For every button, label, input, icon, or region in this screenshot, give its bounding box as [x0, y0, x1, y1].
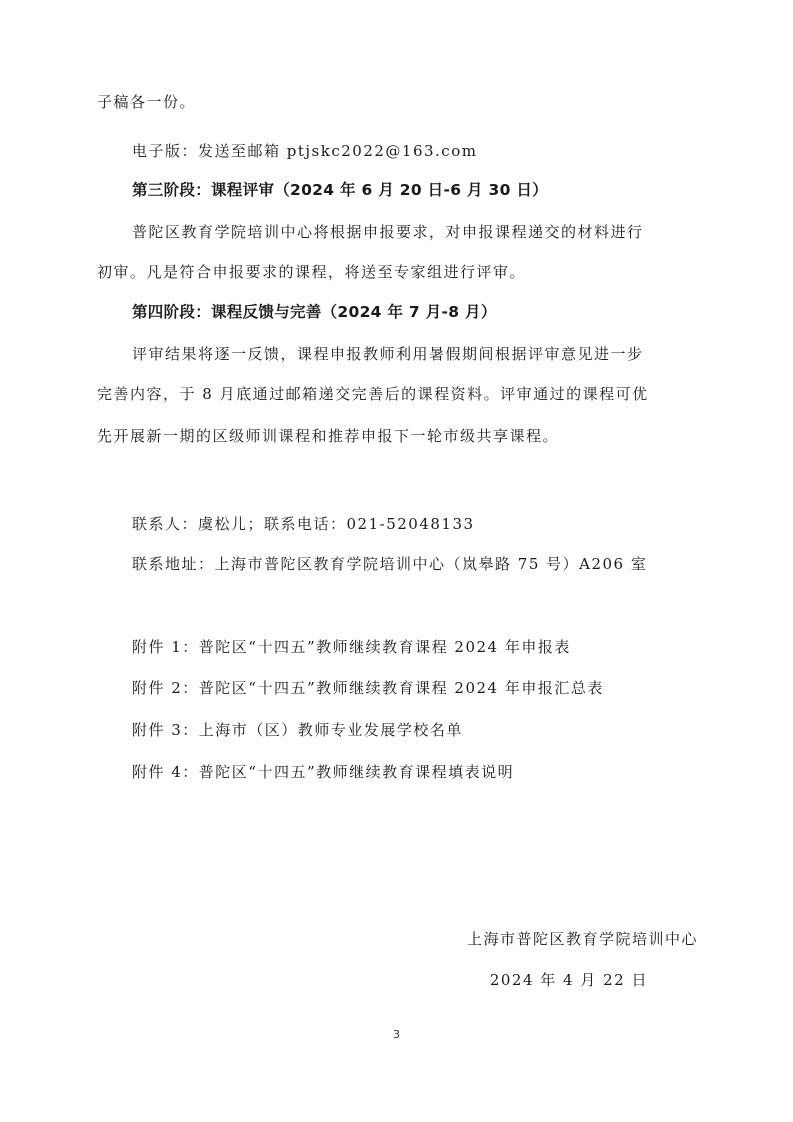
page-number: 3: [393, 1028, 400, 1041]
stage4-paragraph-line: 先开展新一期的区级师训课程和推荐申报下一轮市级共享课程。: [97, 427, 560, 445]
stage3-paragraph-line: 初审。凡是符合申报要求的课程，将送至专家组进行评审。: [97, 263, 527, 281]
attachment-item: 附件 2：普陀区“十四五”教师继续教育课程 2024 年申报汇总表: [132, 679, 604, 697]
attachment-item: 附件 4：普陀区“十四五”教师继续教育课程填表说明: [132, 763, 515, 781]
electronic-submission-line: 电子版：发送至邮箱 ptjskc2022@163.com: [132, 142, 478, 160]
attachment-item: 附件 1：普陀区“十四五”教师继续教育课程 2024 年申报表: [132, 638, 571, 656]
stage4-paragraph-line: 评审结果将逐一反馈，课程申报教师利用暑假期间根据评审意见进一步: [132, 345, 644, 363]
stage3-heading: 第三阶段：课程评审（2024 年 6 月 20 日-6 月 30 日）: [132, 181, 548, 199]
contact-address: 联系地址：上海市普陀区教育学院培训中心（岚皋路 75 号）A206 室: [132, 555, 648, 573]
stage4-heading: 第四阶段：课程反馈与完善（2024 年 7 月-8 月）: [132, 303, 497, 321]
stage4-paragraph-line: 完善内容，于 8 月底通过邮箱递交完善后的课程资料。评审通过的课程可优: [97, 385, 649, 403]
signature-date: 2024 年 4 月 22 日: [489, 971, 648, 989]
signature-organization: 上海市普陀区教育学院培训中心: [466, 930, 698, 948]
stage3-paragraph-line: 普陀区教育学院培训中心将根据申报要求，对申报课程递交的材料进行: [132, 223, 644, 241]
attachment-item: 附件 3：上海市（区）教师专业发展学校名单: [132, 721, 463, 739]
intro-line: 子稿各一份。: [97, 93, 197, 111]
contact-person: 联系人：虞松儿；联系电话：021-52048133: [132, 515, 475, 533]
